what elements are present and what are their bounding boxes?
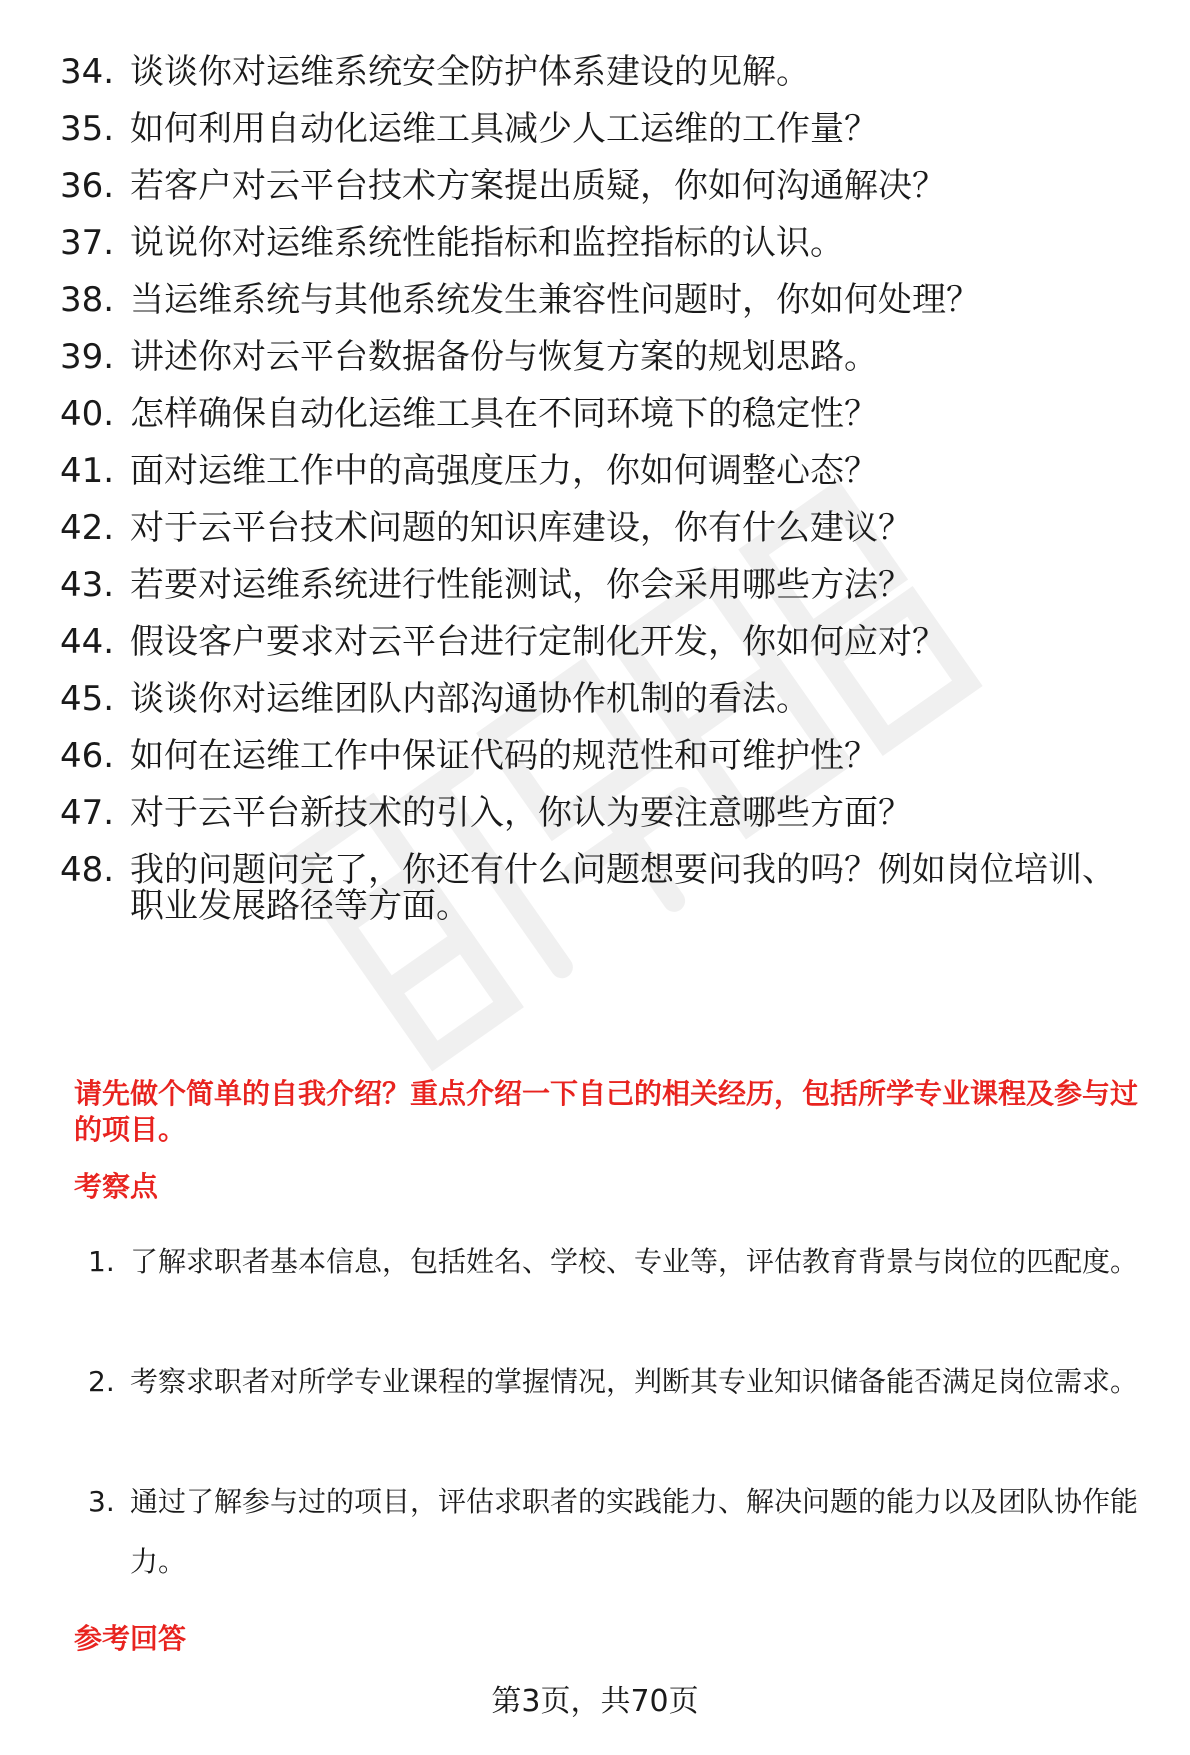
question-text: 若客户对云平台技术方案提出质疑，你如何沟通解决？ <box>130 166 946 206</box>
question-text: 讲述你对云平台数据备份与恢复方案的规划思路。 <box>130 337 878 377</box>
list-item <box>60 225 1140 261</box>
focus-point <box>88 1232 1158 1292</box>
question-number: 47. <box>60 793 115 833</box>
question-number: 40. <box>60 394 115 434</box>
question-number: 35. <box>60 109 115 149</box>
question-text: 说说你对运维系统性能指标和监控指标的认识。 <box>130 223 844 263</box>
point-text: 考察求职者对所学专业课程的掌握情况，判断其专业知识储备能否满足岗位需求。 <box>130 1365 1139 1398</box>
list-item <box>60 111 1140 147</box>
point-number: 3. <box>88 1485 115 1518</box>
question-text: 对于云平台新技术的引入，你认为要注意哪些方面？ <box>130 793 912 833</box>
list-item <box>60 852 1140 924</box>
focus-point <box>88 1352 1158 1412</box>
question-text: 怎样确保自动化运维工具在不同环境下的稳定性？ <box>130 394 878 434</box>
question-number: 34. <box>60 52 115 92</box>
question-number: 36. <box>60 166 115 206</box>
list-item <box>60 567 1140 603</box>
list-item <box>60 282 1140 318</box>
list-item <box>60 453 1140 489</box>
question-number: 48. <box>60 850 115 890</box>
question-text: 当运维系统与其他系统发生兼容性问题时，你如何处理？ <box>130 280 980 320</box>
question-number: 44. <box>60 622 115 662</box>
page-number: 第3页，共70页 <box>491 1684 699 1719</box>
question-number: 39. <box>60 337 115 377</box>
question-text: 谈谈你对运维系统安全防护体系建设的见解。 <box>130 52 810 92</box>
question-number: 43. <box>60 565 115 605</box>
list-item <box>60 795 1140 831</box>
question-number: 42. <box>60 508 115 548</box>
list-item <box>60 738 1140 774</box>
list-item <box>60 681 1140 717</box>
answer-heading: 参考回答 <box>74 1622 187 1655</box>
question-text: 谈谈你对运维团队内部沟通协作机制的看法。 <box>130 679 810 719</box>
list-item <box>60 168 1140 204</box>
question-text: 假设客户要求对云平台进行定制化开发，你如何应对？ <box>130 622 946 662</box>
list-item <box>60 624 1140 660</box>
question-number: 41. <box>60 451 115 491</box>
point-text: 了解求职者基本信息，包括姓名、学校、专业等，评估教育背景与岗位的匹配度。 <box>130 1245 1139 1278</box>
question-number: 38. <box>60 280 115 320</box>
question-text: 如何在运维工作中保证代码的规范性和可维护性？ <box>130 736 878 776</box>
list-item <box>60 510 1140 546</box>
question-heading: 请先做个简单的自我介绍？重点介绍一下自己的相关经历，包括所学专业课程及参与过的项目。 <box>74 1077 1139 1146</box>
question-text: 若要对运维系统进行性能测试，你会采用哪些方法？ <box>130 565 912 605</box>
question-number: 37. <box>60 223 115 263</box>
question-number: 45. <box>60 679 115 719</box>
question-text: 我的问题问完了，你还有什么问题想要问我的吗？例如岗位培训、职业发展路径等方面。 <box>130 850 1116 926</box>
list-item <box>60 54 1140 90</box>
question-text: 面对运维工作中的高强度压力，你如何调整心态？ <box>130 451 878 491</box>
point-text: 通过了解参与过的项目，评估求职者的实践能力、解决问题的能力以及团队协作能力。 <box>130 1485 1139 1578</box>
focus-heading: 考察点 <box>74 1170 159 1203</box>
list-item <box>60 339 1140 375</box>
question-text: 对于云平台技术问题的知识库建设，你有什么建议？ <box>130 508 912 548</box>
focus-point <box>88 1472 1158 1592</box>
question-number: 46. <box>60 736 115 776</box>
point-number: 2. <box>88 1365 115 1398</box>
point-number: 1. <box>88 1245 115 1278</box>
list-item <box>60 396 1140 432</box>
question-text: 如何利用自动化运维工具减少人工运维的工作量？ <box>130 109 878 149</box>
